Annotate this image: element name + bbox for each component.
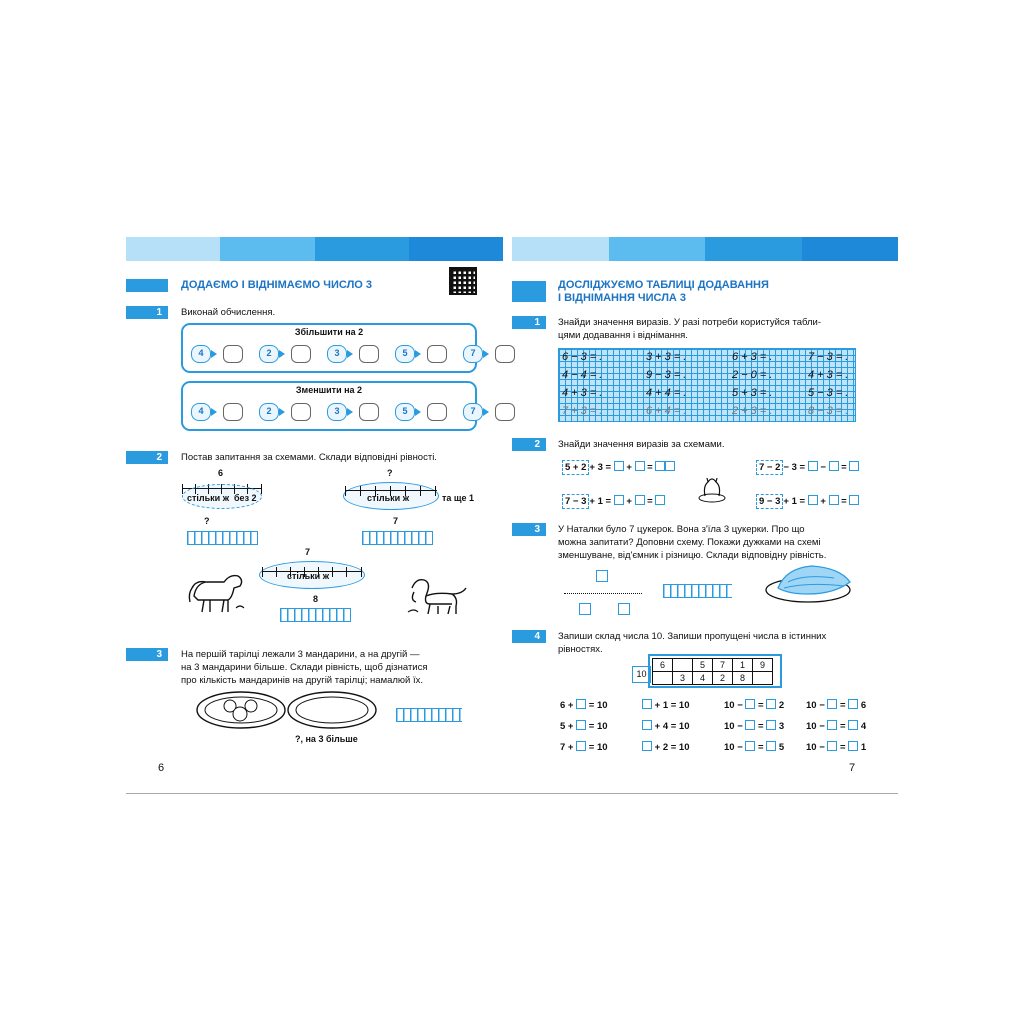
exercise-text-line: На першій тарілці лежали 3 мандарини, а на другій —: [181, 649, 420, 660]
exercise-text-line: про кількість мандаринів на другій тарілці; намалюй їх.: [181, 675, 424, 686]
plate-caption: ?, на 3 більше: [295, 734, 358, 744]
arrow-icon: [211, 408, 223, 416]
equation: + 4 = 10: [642, 720, 690, 732]
grid-expression: 6 − 3 = .: [562, 351, 603, 363]
scheme-box[interactable]: [596, 570, 608, 582]
start-number: 4: [191, 345, 211, 363]
answer-box[interactable]: [223, 403, 243, 421]
scheme-side-label: без 2: [234, 493, 257, 503]
scheme-bottom-label: 7: [393, 516, 399, 526]
answer-box[interactable]: [291, 403, 311, 421]
answer-box[interactable]: [495, 403, 515, 421]
grid-expression: 2 − 0 = .: [732, 369, 773, 381]
table-cell[interactable]: 5: [693, 659, 713, 672]
grid-expression: 3 + 3 = .: [646, 351, 687, 363]
exercise-number: 2: [126, 451, 168, 464]
scheme-expression: 9 − 3 + 1 = + =: [756, 495, 859, 507]
answer-box[interactable]: [359, 345, 379, 363]
table-cell[interactable]: 1: [733, 659, 753, 672]
answer-fence[interactable]: [663, 584, 732, 598]
right-page-number: 7: [849, 762, 856, 774]
grid-expression: 6 + 3 = .: [732, 351, 773, 363]
equation: 6 + = 10: [560, 700, 608, 711]
start-number: 5: [395, 403, 415, 421]
answer-fence[interactable]: [362, 531, 433, 545]
exercise-number: 1: [126, 306, 168, 319]
table-cell[interactable]: [653, 672, 673, 685]
equation: 10 − = 1: [806, 742, 867, 753]
table-cell[interactable]: 3: [673, 672, 693, 685]
grid-expression: 9 − 3 = .: [646, 369, 687, 381]
arrow-icon: [347, 350, 359, 358]
scheme-expression: 5 + 2 + 3 = + =: [562, 461, 675, 473]
table-cell[interactable]: 4: [693, 672, 713, 685]
left-page-title: ДОДАЄМО І ВІДНІМАЄМО ЧИСЛО 3: [181, 279, 373, 291]
start-number: 3: [327, 403, 347, 421]
table-cell[interactable]: 7: [713, 659, 733, 672]
grid-expression-faint: 6 + 4 = .: [646, 405, 687, 417]
start-number: 2: [259, 345, 279, 363]
exercise-number: 2: [512, 438, 546, 451]
exercise-number: 4: [512, 630, 546, 643]
left-page-number: 6: [158, 762, 165, 774]
answer-fence[interactable]: [396, 708, 462, 722]
increase-panel: [181, 323, 477, 373]
equation: 10 − = 5: [724, 742, 785, 753]
start-number: 5: [395, 345, 415, 363]
answer-box[interactable]: [427, 403, 447, 421]
equation: 10 − = 6: [806, 700, 867, 711]
scheme-inner-label: стільки ж: [287, 571, 330, 581]
exercise-number: 3: [126, 648, 168, 661]
equation: 10 − = 3: [724, 721, 785, 732]
start-number: 2: [259, 403, 279, 421]
table-cell[interactable]: [753, 672, 773, 685]
grid-expression: 5 − 3 = .: [808, 387, 849, 399]
start-number: 4: [191, 403, 211, 421]
scheme-inner-label: стільки ж: [367, 493, 410, 503]
start-number: 7: [463, 345, 483, 363]
exercise-text-line: на 3 мандарини більше. Склади рівність, щоб дізнатися: [181, 662, 428, 673]
exercise-text-line: рівностях.: [558, 644, 603, 655]
grid-expression: 4 + 3 = .: [562, 387, 603, 399]
grid-expression: 5 + 3 = .: [732, 387, 773, 399]
arrow-icon: [415, 408, 427, 416]
arrow-icon: [211, 350, 223, 358]
bottom-divider: [126, 793, 898, 794]
decrease-panel: [181, 381, 477, 431]
exercise-text: Знайди значення виразів за схемами.: [558, 439, 725, 450]
left-header-band: [126, 237, 503, 261]
exercise-text-line: зменшуване, від'ємник і різницю. Склади відповідну рівність.: [558, 550, 827, 561]
exercise-text: Виконай обчислення.: [181, 307, 276, 318]
composition-table-frame: [648, 654, 782, 688]
empty-plate: [287, 690, 377, 730]
dog-illustration-right: [406, 574, 474, 618]
scheme-expression: 7 − 3 + 1 = + =: [562, 495, 665, 507]
right-page-title-line1: ДОСЛІДЖУЄМО ТАБЛИЦІ ДОДАВАННЯ: [558, 279, 769, 291]
candy-bowl-illustration: [764, 562, 856, 604]
grid-expression: 4 + 3 = .: [808, 369, 849, 381]
scheme-inner-label: стільки ж: [187, 493, 230, 503]
table-cell[interactable]: 9: [753, 659, 773, 672]
arrow-icon: [415, 350, 427, 358]
equation: 10 − = 2: [724, 700, 785, 711]
right-title-marker: [512, 281, 546, 302]
answer-box[interactable]: [359, 403, 379, 421]
grid-expression: 4 + 4 = .: [646, 387, 687, 399]
equation: + 2 = 10: [642, 741, 690, 753]
left-title-marker: [126, 279, 168, 292]
exercise-text-line: цями додавання і віднімання.: [558, 330, 688, 341]
panel-label: Збільшити на 2: [294, 327, 364, 337]
arrow-icon: [279, 408, 291, 416]
exercise-number: 1: [512, 316, 546, 329]
scheme-box[interactable]: [579, 603, 591, 615]
answer-box[interactable]: [223, 345, 243, 363]
table-cell[interactable]: 2: [713, 672, 733, 685]
answer-fence[interactable]: [280, 608, 351, 622]
grid-expression-faint: 8 − 3 = .: [808, 405, 849, 417]
scheme-line: [564, 593, 642, 594]
arrow-icon: [483, 350, 495, 358]
grid-expression: 4 − 4 = .: [562, 369, 603, 381]
plate-with-tangerines: [196, 690, 286, 730]
qr-code-icon: [449, 267, 477, 295]
exercise-text: Постав запитання за схемами. Склади відповідні рівності.: [181, 452, 437, 463]
table-cell[interactable]: 6: [653, 659, 673, 672]
scheme-bottom-label: ?: [204, 516, 210, 526]
arrow-icon: [347, 408, 359, 416]
answer-box[interactable]: [427, 345, 447, 363]
table-cell[interactable]: 8: [733, 672, 753, 685]
start-number: 3: [327, 345, 347, 363]
scheme-side-label: та ще 1: [442, 493, 475, 503]
scheme-top-label: 6: [218, 468, 224, 478]
equation: + 1 = 10: [642, 699, 690, 711]
right-page-title-line2: І ВІДНІМАННЯ ЧИСЛА 3: [558, 292, 687, 304]
answer-box[interactable]: [495, 345, 515, 363]
arrow-icon: [279, 350, 291, 358]
scheme-bottom-label: 8: [313, 594, 319, 604]
scheme-top-label: 7: [305, 547, 311, 557]
dog-illustration-left: [184, 568, 246, 616]
start-number: 7: [463, 403, 483, 421]
answer-box[interactable]: [291, 345, 311, 363]
scheme-box[interactable]: [618, 603, 630, 615]
exercise-number: 3: [512, 523, 546, 536]
exercise-text-line: Запиши склад числа 10. Запиши пропущені числа в істинних: [558, 631, 827, 642]
grid-expression-faint: 7 + 3 = .: [562, 405, 603, 417]
equation: 5 + = 10: [560, 721, 608, 732]
right-header-band: [512, 237, 898, 261]
equation: 7 + = 10: [560, 742, 608, 753]
frog-illustration: [697, 472, 727, 504]
grid-expression: 7 − 3 = .: [808, 351, 849, 363]
answer-fence[interactable]: [187, 531, 258, 545]
exercise-text-line: У Наталки було 7 цукерок. Вона з'їла 3 цукерки. Про що: [558, 524, 805, 535]
arrow-icon: [483, 408, 495, 416]
ten-box: 10: [632, 666, 651, 683]
equation: 10 − = 4: [806, 721, 867, 732]
scheme-top-label: ?: [387, 468, 393, 478]
panel-label: Зменшити на 2: [295, 385, 363, 395]
grid-expression-faint: 2 + 3 = .: [732, 405, 773, 417]
scheme-expression: 7 − 2 − 3 = − =: [756, 461, 859, 473]
exercise-text-line: Знайди значення виразів. У разі потреби користуйся табли-: [558, 317, 822, 328]
exercise-text-line: можна запитати? Доповни схему. Покажи дужками на схемі: [558, 537, 821, 548]
